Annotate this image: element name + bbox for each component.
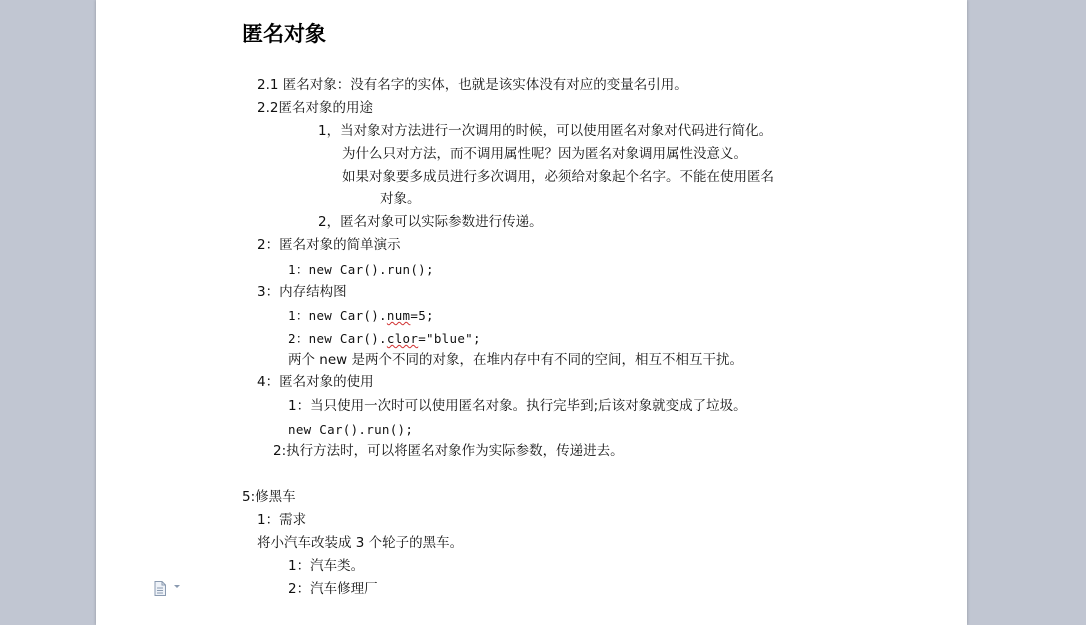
code-line-run: new Car().run(); bbox=[288, 422, 414, 437]
section-3-heading: 3：内存结构图 bbox=[257, 284, 347, 300]
spellcheck-word-num[interactable]: num bbox=[386, 308, 411, 323]
document-page bbox=[96, 0, 967, 625]
code-prefix: 1：new Car(). bbox=[288, 308, 387, 323]
text-line-once: 1：当只使用一次时可以使用匿名对象。执行完毕到;后该对象就变成了垃圾。 bbox=[288, 398, 747, 414]
text-line-repair-shop: 2：汽车修理厂 bbox=[288, 581, 378, 597]
text-line-use-1: 1，当对象对方法进行一次调用的时候，可以使用匿名对象对代码进行简化。 bbox=[318, 123, 773, 139]
text-line-param: 2:执行方法时，可以将匿名对象作为实际参数，传递进去。 bbox=[273, 443, 624, 459]
code-line-num bbox=[288, 307, 434, 325]
code-suffix: =5; bbox=[410, 308, 434, 323]
spellcheck-word-clor[interactable]: clor bbox=[386, 331, 419, 346]
text-line-modify: 将小汽车改装成 3 个轮子的黑车。 bbox=[257, 535, 464, 551]
paste-options-chevron-down-icon[interactable] bbox=[174, 585, 180, 588]
code-line-demo: 1：new Car().run(); bbox=[288, 262, 434, 277]
text-line-why: 为什么只对方法，而不调用属性呢？因为匿名对象调用属性没意义。 bbox=[342, 146, 747, 162]
document-title: 匿名对象 bbox=[242, 22, 326, 46]
code-line-clor bbox=[288, 330, 481, 348]
text-line-2-1: 2.1 匿名对象：没有名字的实体，也就是该实体没有对应的变量名引用。 bbox=[257, 77, 688, 93]
text-line-if: 如果对象要多成员进行多次调用，必须给对象起个名字。不能在使用匿名 bbox=[342, 169, 774, 185]
section-5-heading: 5:修黑车 bbox=[242, 489, 296, 505]
text-line-requirement: 1：需求 bbox=[257, 512, 307, 528]
text-line-if-cont: 对象。 bbox=[380, 191, 421, 207]
code-suffix: ="blue"; bbox=[418, 331, 481, 346]
text-line-2-2: 2.2匿名对象的用途 bbox=[257, 100, 373, 116]
paste-options-icon[interactable] bbox=[154, 581, 166, 596]
text-line-use-2: 2，匿名对象可以实际参数进行传递。 bbox=[318, 214, 543, 230]
text-line-heap: 两个 new 是两个不同的对象，在堆内存中有不同的空间，相互不相互干扰。 bbox=[288, 352, 743, 368]
code-prefix: 2：new Car(). bbox=[288, 331, 387, 346]
section-2-heading: 2：匿名对象的简单演示 bbox=[257, 237, 401, 253]
text-line-car-class: 1：汽车类。 bbox=[288, 558, 365, 574]
section-4-heading: 4：匿名对象的使用 bbox=[257, 374, 374, 390]
